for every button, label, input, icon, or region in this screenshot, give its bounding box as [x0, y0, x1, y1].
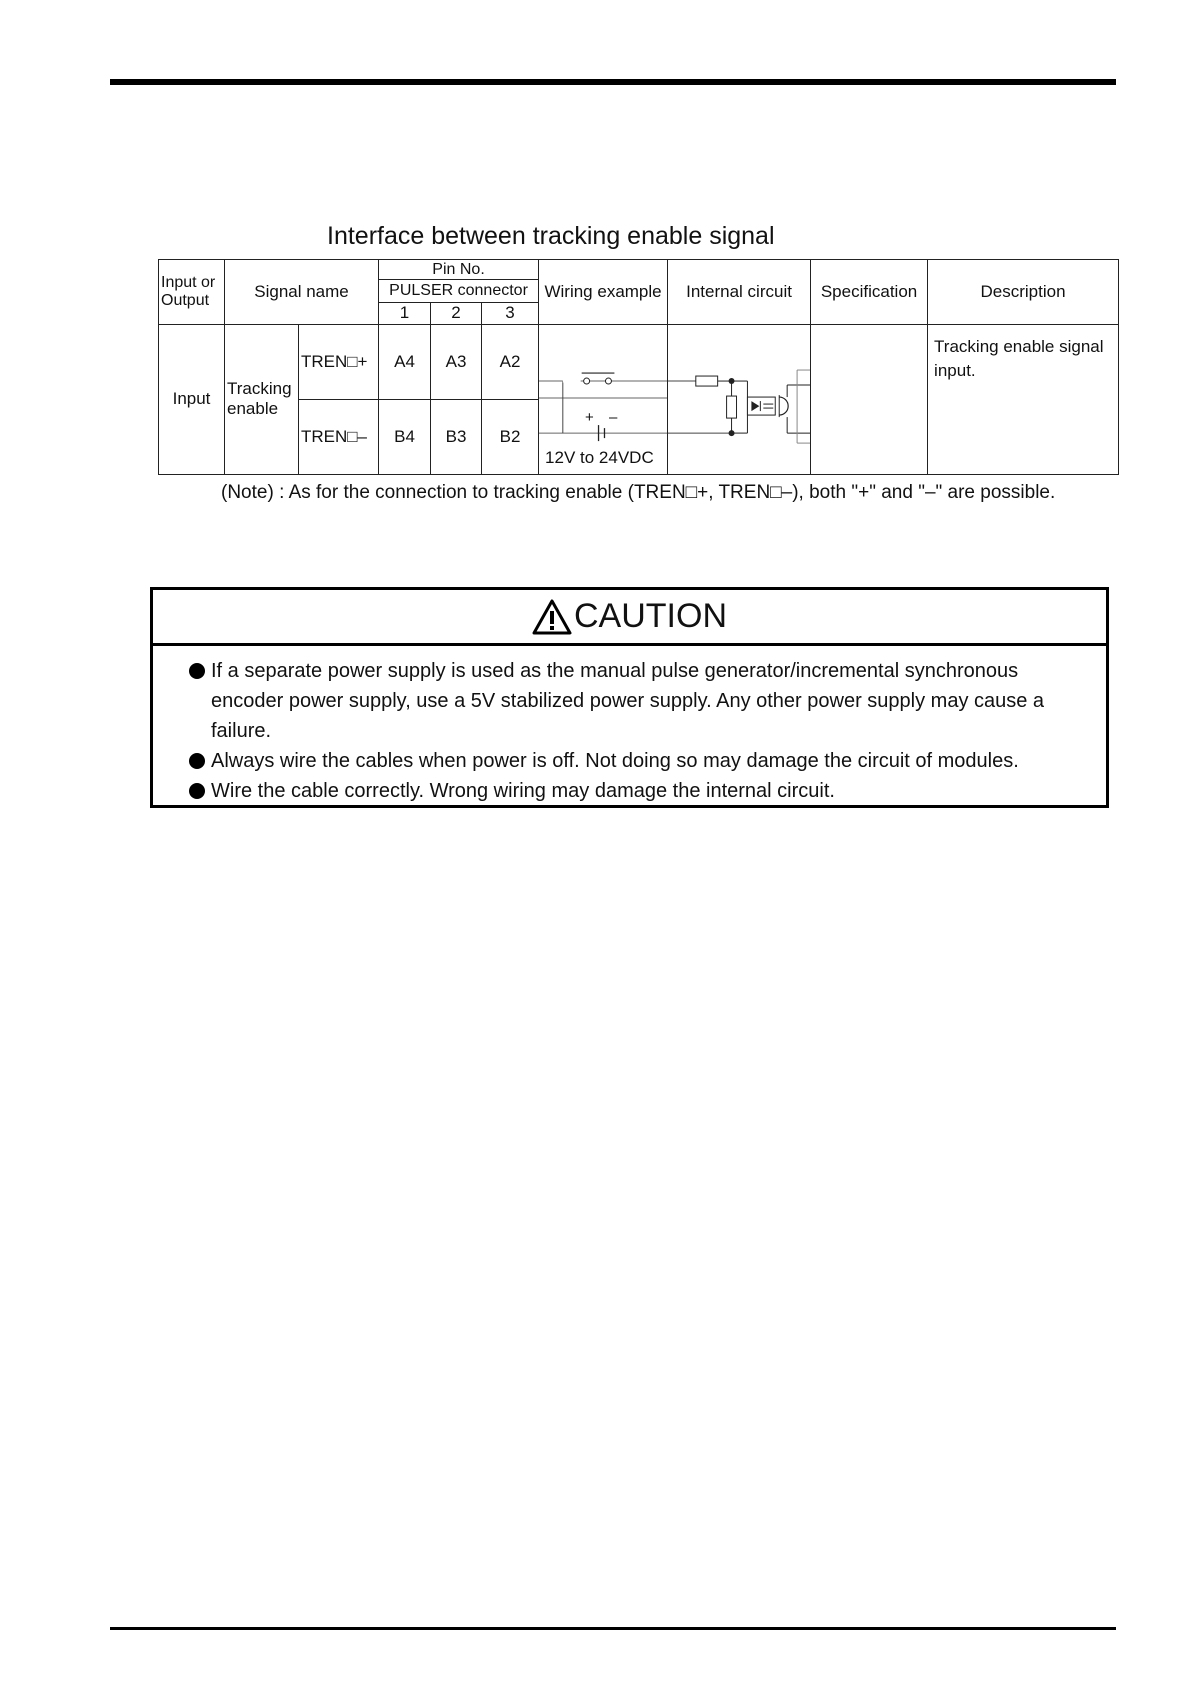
description-cell: Tracking enable signal input.: [928, 324, 1119, 474]
battery-plus-sign: +: [585, 408, 594, 426]
caution-item: [189, 776, 1106, 806]
header-rule: [110, 79, 1116, 85]
interface-table: [158, 259, 1119, 475]
table-note: (Note) : As for the connection to tracking enable (TREN□+, TREN□–), both "+" and "–" are possible.: [221, 482, 1056, 503]
header-specification: Specification: [811, 260, 928, 325]
io-cell: Input: [159, 324, 225, 474]
wiring-example-cell: [539, 324, 668, 474]
caution-item-text: If a separate power supply is used as the manual pulse generator/incremental synchronous encoder power supply, use a 5V stabilized power supply. Any other power supply may cause a failure.: [211, 660, 1045, 742]
caution-item: [189, 746, 1106, 776]
voltage-label: 12V to 24VDC: [545, 448, 654, 467]
internal-circuit-cell: [668, 324, 811, 474]
section-title: Interface between tracking enable signal: [327, 222, 775, 250]
header-pin-col: 2: [431, 302, 482, 324]
signal-name-minus: TREN□–: [299, 399, 379, 474]
header-pin-col: 1: [379, 302, 431, 324]
caution-item-text: Always wire the cables when power is off. Not doing so may damage the circuit of modules.: [211, 750, 1019, 772]
header-pulser-connector: PULSER connector: [379, 280, 539, 302]
caution-heading: CAUTION: [574, 597, 727, 635]
footer-rule: [110, 1627, 1116, 1630]
header-signal-name: Signal name: [225, 260, 379, 325]
header-io: Input or Output: [159, 260, 225, 325]
pin-cell: A4: [379, 324, 431, 399]
battery-minus-sign: –: [609, 408, 618, 426]
signal-cell: Tracking enable: [225, 324, 299, 474]
warning-triangle-icon: [532, 599, 572, 635]
header-description: Description: [928, 260, 1119, 325]
header-pin-col: 3: [482, 302, 539, 324]
specification-cell: [811, 324, 928, 474]
header-internal-circuit: Internal circuit: [668, 260, 811, 325]
header-pin-no: Pin No.: [379, 260, 539, 280]
caution-box: [150, 587, 1109, 808]
bullet-icon: [189, 663, 205, 679]
internal-circuit-diagram: [668, 325, 810, 474]
pin-cell: A3: [431, 324, 482, 399]
bullet-icon: [189, 753, 205, 769]
caution-item-text: Wire the cable correctly. Wrong wiring may damage the internal circuit.: [211, 780, 835, 802]
signal-name-plus: TREN□+: [299, 324, 379, 399]
caution-item: [189, 656, 1106, 746]
pin-cell: B4: [379, 399, 431, 474]
bullet-icon: [189, 783, 205, 799]
header-wiring-example: Wiring example: [539, 260, 668, 325]
pin-cell: B3: [431, 399, 482, 474]
pin-cell: A2: [482, 324, 539, 399]
caution-header: [153, 590, 1106, 646]
pin-cell: B2: [482, 399, 539, 474]
caution-list: [153, 646, 1106, 806]
